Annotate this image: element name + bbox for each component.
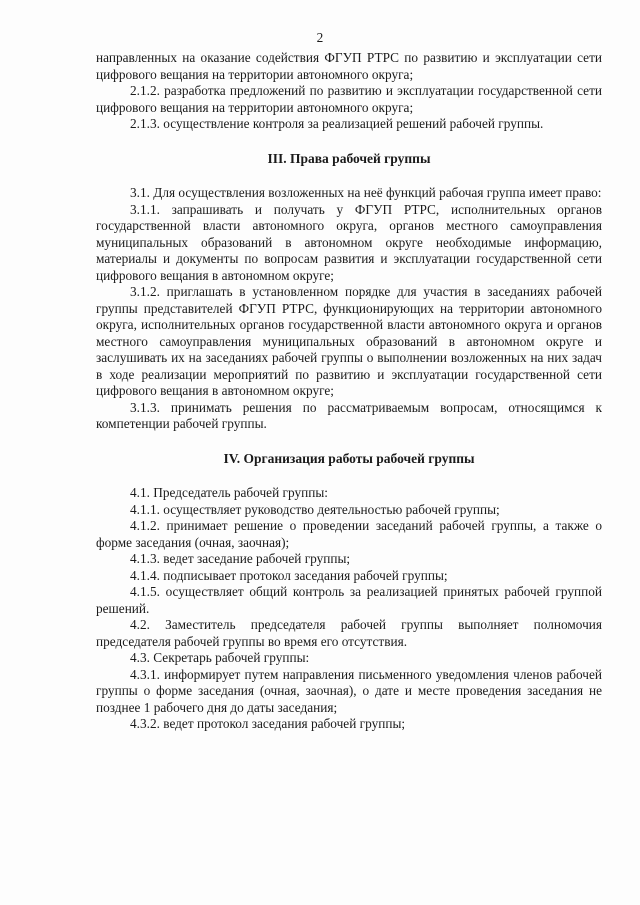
document-body bbox=[96, 50, 602, 733]
page-number: 2 bbox=[316, 30, 324, 45]
section-3-heading: III. Права рабочей группы bbox=[267, 150, 431, 166]
paragraph-2-1-3: 2.1.3. осуществление контроля за реализацией решений рабочей группы. bbox=[130, 116, 544, 131]
paragraph-4-3-2: 4.3.2. ведет протокол заседания рабочей группы; bbox=[130, 716, 406, 731]
paragraph-2-1-2: 2.1.2. разработка предложений по развитию и эксплуатации государственной сети цифрового вещания на территории автономного округа; bbox=[96, 83, 602, 115]
paragraph-4-1-5: 4.1.5. осуществляет общий контроль за реализацией принятых рабочей группой решений. bbox=[96, 584, 602, 616]
paragraph-4-1-2: 4.1.2. принимает решение о проведении заседаний рабочей группы, а также о форме заседания (очная, заочная); bbox=[96, 518, 602, 550]
paragraph-4-1-1: 4.1.1. осуществляет руководство деятельностью рабочей группы; bbox=[130, 501, 500, 517]
paragraph-4-1-3: 4.1.3. ведет заседание рабочей группы; bbox=[130, 551, 351, 566]
paragraph-3-1: 3.1. Для осуществления возложенных на неё функций рабочая группа имеет право: bbox=[130, 185, 602, 200]
paragraph-2-1-1-continuation: направленных на оказание содействия ФГУП РТРС по развитию и эксплуатации сети цифрового вещания на территории автономного округа; bbox=[96, 50, 602, 82]
paragraph-3-1-3: 3.1.3. принимать решения по рассматриваемым вопросам, относящимся к компетенции рабочей группы. bbox=[96, 399, 602, 431]
paragraph-4-1-4: 4.1.4. подписывает протокол заседания рабочей группы; bbox=[130, 567, 448, 583]
paragraph-4-1: 4.1. Председатель рабочей группы: bbox=[130, 485, 328, 500]
paragraph-3-1-1: 3.1.1. запрашивать и получать у ФГУП РТРС, исполнительных органов государственной власти автономного округа, органов местного самоуправления муниципальных образований в автономном округе необходимые информацию, материалы и документы по вопросам развития и эксплуатации государственной сети цифрового вещания в автономном округе; bbox=[96, 201, 602, 283]
paragraph-3-1-2: 3.1.2. приглашать в установленном порядке для участия в заседаниях рабочей группы представителей ФГУП РТРС, функционирующих на территории автономного округа, исполнительных органов государственной власти автономного округа и органов местного самоуправления муниципальных образований в автономном округе и заслушивать их на заседаниях рабочей группы о выполнении возложенных на них задач в ходе реализации мероприятий по развитию и эксплуатации государственной сети цифрового вещания в автономном округе; bbox=[96, 284, 602, 398]
paragraph-4-2: 4.2. Заместитель председателя рабочей группы выполняет полномочия председателя рабочей группы во время его отсутствия. bbox=[96, 617, 602, 649]
paragraph-4-3: 4.3. Секретарь рабочей группы: bbox=[130, 650, 310, 665]
section-4-heading: IV. Организация работы рабочей группы bbox=[223, 450, 475, 466]
paragraph-4-3-1: 4.3.1. информирует путем направления письменного уведомления членов рабочей группы о форме заседания (очная, заочная), о дате и месте проведения заседания не позднее 1 рабочего дня до даты заседания; bbox=[96, 666, 602, 715]
